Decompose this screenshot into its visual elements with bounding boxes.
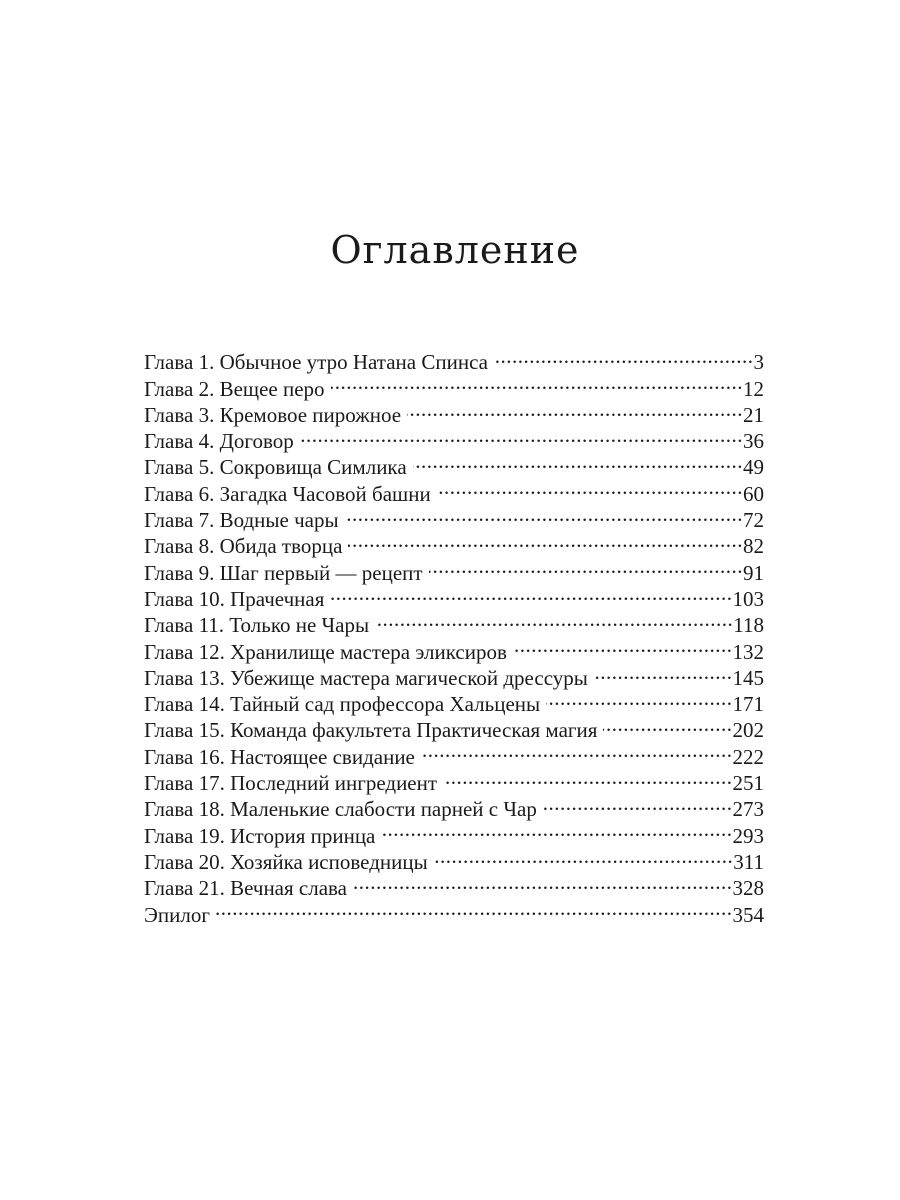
toc-entry-page-number: 103 bbox=[732, 586, 764, 611]
dot-leader bbox=[437, 474, 743, 500]
toc-entry-page-number: 118 bbox=[733, 613, 764, 638]
toc-entry-page-number: 21 bbox=[743, 402, 764, 427]
toc-entry-title: Глава 6. Загадка Часовой башни bbox=[144, 481, 431, 506]
toc-entry-title: Глава 18. Маленькие слабости парней с Чар bbox=[144, 797, 537, 822]
dot-leader bbox=[216, 895, 733, 921]
toc-entry-title: Глава 11. Только не Чары bbox=[144, 613, 370, 638]
toc-entry-title: Глава 17. Последний ингредиент bbox=[144, 771, 438, 796]
toc-entry-title: Глава 4. Договор bbox=[144, 429, 294, 454]
toc-entry-title: Глава 7. Водные чары bbox=[144, 508, 339, 533]
toc-entry-title: Глава 10. Прачечная bbox=[144, 586, 325, 611]
dot-leader bbox=[603, 711, 732, 737]
toc-entry-page-number: 311 bbox=[733, 849, 764, 874]
dot-leader bbox=[348, 527, 743, 553]
toc-entry-page-number: 82 bbox=[743, 534, 764, 559]
toc-entry-title: Глава 8. Обида творца bbox=[144, 534, 343, 559]
toc-entry-page-number: 36 bbox=[743, 429, 764, 454]
dot-leader bbox=[494, 343, 754, 369]
dot-leader bbox=[513, 632, 733, 658]
toc-entry-page-number: 251 bbox=[732, 771, 764, 796]
toc-entry-page-number: 132 bbox=[732, 639, 764, 664]
toc-entry-page-number: 354 bbox=[732, 902, 764, 927]
toc-entry-title: Глава 3. Кремовое пирожное bbox=[144, 402, 402, 427]
toc-entry bbox=[144, 343, 764, 375]
dot-leader bbox=[381, 816, 732, 842]
dot-leader bbox=[330, 580, 732, 606]
dot-leader bbox=[546, 685, 732, 711]
toc-entry-page-number: 202 bbox=[732, 718, 764, 743]
toc-entry-page-number: 60 bbox=[743, 481, 764, 506]
dot-leader bbox=[375, 606, 733, 632]
toc-entry-title: Глава 9. Шаг первый — рецепт bbox=[144, 560, 423, 585]
dot-leader bbox=[353, 869, 733, 895]
toc-entry-page-number: 72 bbox=[743, 508, 764, 533]
dot-leader bbox=[345, 501, 743, 527]
dot-leader bbox=[443, 764, 732, 790]
toc-entry-title: Глава 15. Команда факультета Практическая магия bbox=[144, 718, 598, 743]
dot-leader bbox=[331, 369, 743, 395]
toc-entry-title: Эпилог bbox=[144, 902, 210, 927]
toc-entry-title: Глава 19. История принца bbox=[144, 823, 376, 848]
table-of-contents bbox=[144, 343, 764, 927]
page-title: Оглавление bbox=[330, 228, 580, 272]
toc-entry-title: Глава 1. Обычное утро Натана Спинса bbox=[144, 350, 488, 375]
toc-entry-title: Глава 16. Настоящее свидание bbox=[144, 744, 415, 769]
toc-entry-page-number: 273 bbox=[732, 797, 764, 822]
dot-leader bbox=[429, 553, 743, 579]
dot-leader bbox=[413, 448, 743, 474]
toc-entry-page-number: 328 bbox=[732, 876, 764, 901]
toc-entry-title: Глава 5. Сокровища Симлика bbox=[144, 455, 407, 480]
toc-entry-title: Глава 2. Вещее перо bbox=[144, 376, 325, 401]
toc-entry-title: Глава 12. Хранилище мастера эликсиров bbox=[144, 639, 507, 664]
toc-entry-page-number: 293 bbox=[732, 823, 764, 848]
toc-entry-page-number: 49 bbox=[743, 455, 764, 480]
toc-entry-page-number: 12 bbox=[743, 376, 764, 401]
toc-entry-page-number: 3 bbox=[753, 350, 764, 375]
toc-entry-title: Глава 21. Вечная слава bbox=[144, 876, 347, 901]
dot-leader bbox=[407, 396, 743, 422]
toc-entry bbox=[144, 895, 764, 927]
toc-entry-page-number: 222 bbox=[732, 744, 764, 769]
toc-entry-title: Глава 14. Тайный сад профессора Хальцены bbox=[144, 692, 541, 717]
dot-leader bbox=[594, 659, 733, 685]
dot-leader bbox=[434, 843, 734, 869]
toc-entry-page-number: 171 bbox=[732, 692, 764, 717]
dot-leader bbox=[543, 790, 733, 816]
toc-entry-page-number: 145 bbox=[732, 665, 764, 690]
toc-entry-page-number: 91 bbox=[743, 560, 764, 585]
toc-entry-title: Глава 20. Хозяйка исповедницы bbox=[144, 849, 428, 874]
dot-leader bbox=[421, 737, 733, 763]
toc-entry-title: Глава 13. Убежище мастера магической дрессуры bbox=[144, 665, 588, 690]
dot-leader bbox=[300, 422, 743, 448]
